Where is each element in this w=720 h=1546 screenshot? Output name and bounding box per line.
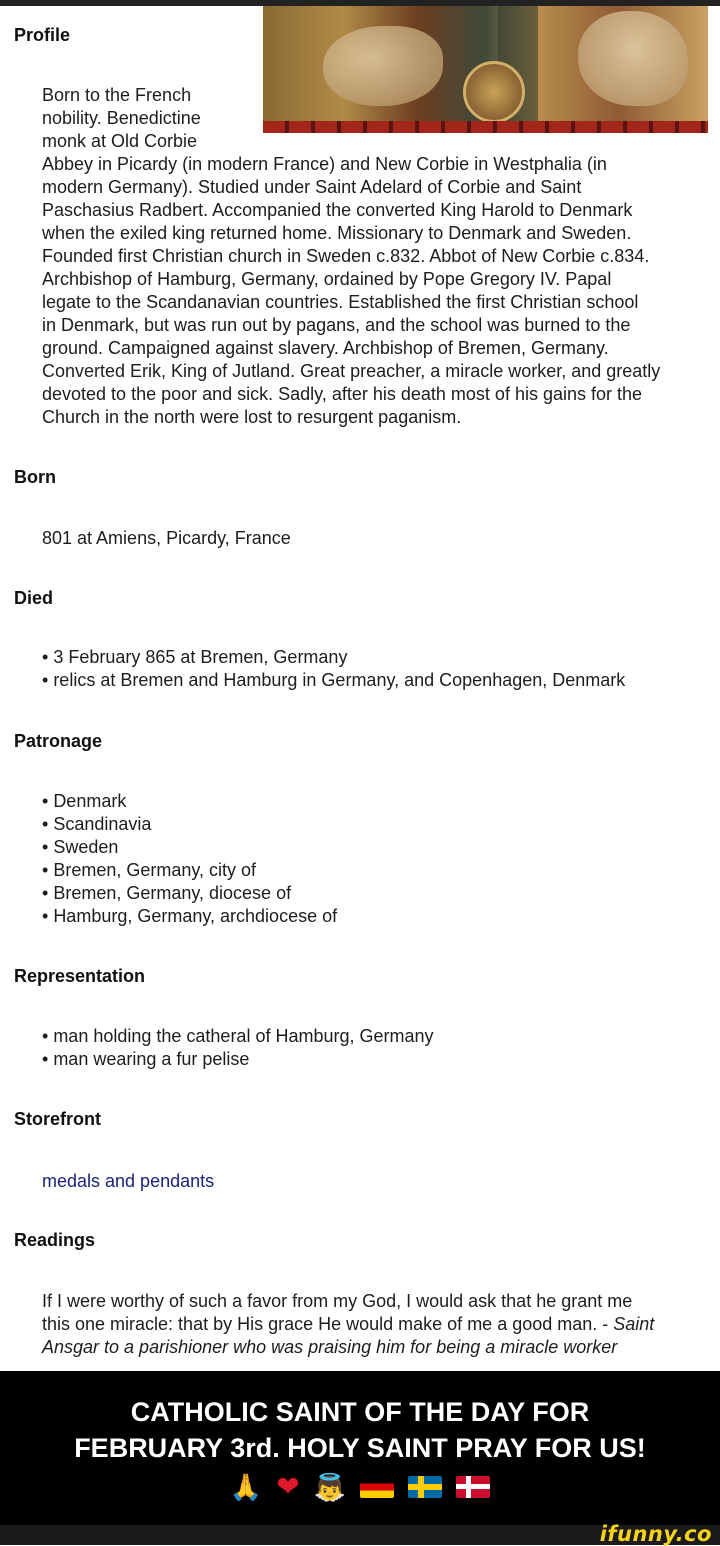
list-item: • Hamburg, Germany, archdiocese of (42, 905, 337, 928)
list-item: • man holding the catheral of Hamburg, Germany (42, 1025, 434, 1048)
patronage-heading: Patronage (14, 731, 103, 751)
profile-text (42, 84, 714, 429)
representation-heading: Representation (14, 966, 146, 986)
list-item: • Bremen, Germany, city of (42, 859, 337, 882)
profile-line: nobility. Benedictine (42, 108, 201, 128)
denmark-flag-icon (456, 1476, 490, 1498)
profile-line: ground. Campaigned against slavery. Archbishop of Bremen, Germany. (42, 338, 609, 358)
profile-line: Founded first Christian church in Sweden c.832. Abbot of New Corbie c.834. (42, 246, 650, 266)
germany-flag-icon (360, 1476, 394, 1498)
profile-line: Born to the French (42, 85, 192, 105)
list-item: • 3 February 865 at Bremen, Germany (42, 646, 625, 669)
praying-hands-icon: 🙏 (229, 1472, 263, 1502)
list-item: • Scandinavia (42, 813, 337, 836)
sweden-flag-icon (408, 1476, 442, 1498)
heart-icon: ❤ (276, 1471, 300, 1502)
quote-text: this one miracle: that by His grace He would make of me a good man. - (42, 1314, 614, 1334)
profile-line: modern Germany). Studied under Saint Adelard of Corbie and Saint (42, 177, 582, 197)
footer-bar (0, 1522, 720, 1546)
profile-line: Paschasius Radbert. Accompanied the converted King Harold to Denmark (42, 200, 633, 220)
died-heading: Died (14, 588, 54, 608)
profile-line: in Denmark, but was run out by pagans, and the school was burned to the (42, 315, 631, 335)
profile-line: Church in the north were lost to resurgent paganism. (42, 407, 462, 427)
ifunny-watermark[interactable]: ifunny.co (599, 1522, 712, 1546)
readings-heading: Readings (14, 1230, 96, 1250)
born-heading: Born (14, 467, 56, 487)
profile-line: Abbey in Picardy (in modern France) and New Corbie in Westphalia (in (42, 154, 607, 174)
banner-line-1: CATHOLIC SAINT OF THE DAY FOR (130, 1397, 590, 1427)
profile-line: Archbishop of Hamburg, Germany, ordained by Pope Gregory IV. Papal (42, 269, 612, 289)
list-item: • man wearing a fur pelise (42, 1048, 434, 1071)
profile-line: monk at Old Corbie (42, 131, 198, 151)
list-item: • Sweden (42, 836, 337, 859)
quote-line: If I were worthy of such a favor from my God, I would ask that he grant me (42, 1291, 633, 1311)
list-item: • Denmark (42, 790, 337, 813)
profile-line: devoted to the poor and sick. Sadly, after his death most of his gains for the (42, 384, 643, 404)
born-text: 801 at Amiens, Picardy, France (42, 528, 291, 548)
quote-line (42, 1313, 712, 1336)
died-list (42, 646, 625, 692)
profile-line: Converted Erik, King of Jutland. Great preacher, a miracle worker, and greatly (42, 361, 661, 381)
quote-attribution: Ansgar to a parishioner who was praising him for being a miracle worker (42, 1337, 618, 1357)
representation-list (42, 1025, 434, 1071)
profile-heading: Profile (14, 25, 71, 45)
storefront-link[interactable]: medals and pendants (42, 1171, 215, 1191)
profile-line: when the exiled king returned home. Missionary to Denmark and Sweden. (42, 223, 632, 243)
readings-quote (42, 1290, 712, 1359)
storefront-heading: Storefront (14, 1109, 101, 1129)
caption-banner (0, 1371, 720, 1525)
angel-icon: 👼 (313, 1472, 347, 1502)
emoji-row (0, 1471, 720, 1503)
list-item: • relics at Bremen and Hamburg in Germany, and Copenhagen, Denmark (42, 669, 625, 692)
banner-line-2: FEBRUARY 3rd. HOLY SAINT PRAY FOR US! (74, 1433, 646, 1463)
list-item: • Bremen, Germany, diocese of (42, 882, 337, 905)
profile-line: legate to the Scandanavian countries. Established the first Christian school (42, 292, 639, 312)
patronage-list (42, 790, 337, 928)
quote-attribution: Saint (613, 1314, 655, 1334)
